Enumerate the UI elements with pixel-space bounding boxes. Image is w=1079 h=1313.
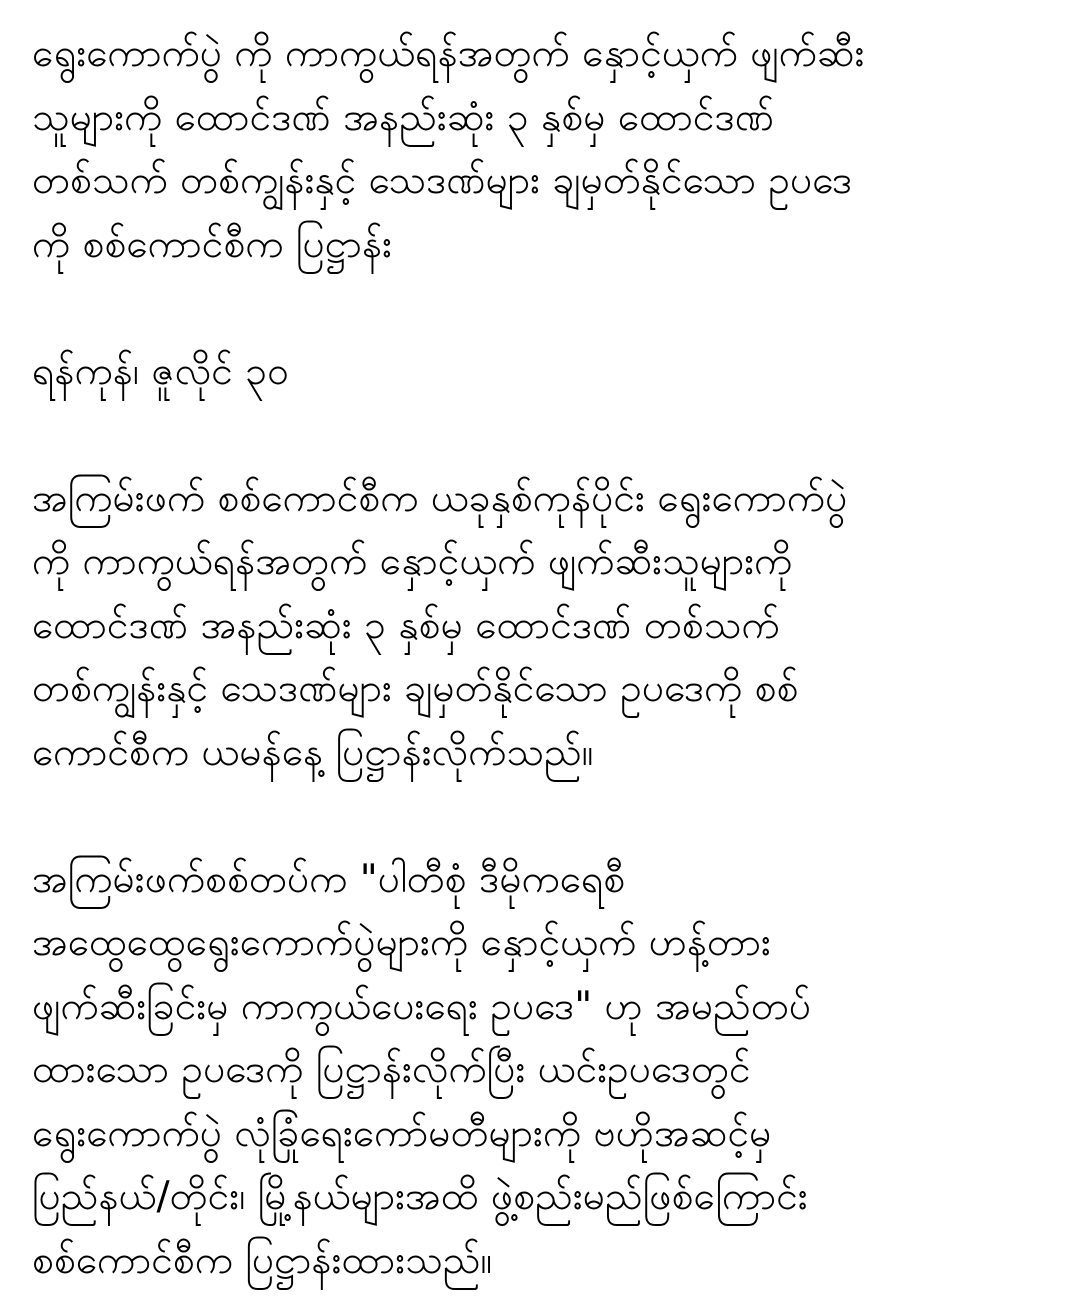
paragraph-line: ဖျက်ဆီးခြင်းမှ ကာကွယ်ပေးရေး ဥပဒေ" ဟု အမည်တပ် (32, 983, 812, 1029)
article-dateline (32, 340, 1041, 404)
headline-line: ရွေးကောက်ပွဲ ကို ကာကွယ်ရန်အတွက် နှောင့်ယှက် ဖျက်ဆီး (32, 31, 865, 76)
paragraph-line: ကို ကာကွယ်ရန်အတွက် နှောင့်ယှက် ဖျက်ဆီးသူများကို (32, 539, 793, 584)
headline-line: တစ်သက် တစ်ကျွန်းနှင့် သေဒဏ်များ ချမှတ်နိုင်သော ဥပဒေ (32, 158, 853, 203)
paragraph-spacer (32, 403, 1041, 467)
dateline-text: ရန်ကုန်၊ ဇူလိုင် ၃၀ (32, 348, 290, 394)
paragraph-line: ပြည်နယ်/တိုင်း၊ မြို့နယ်များအထိ ဖွဲ့စည်းမည်ဖြစ်ကြောင်း (32, 1174, 808, 1219)
paragraph-spacer (32, 276, 1041, 340)
paragraph-line: ကောင်စီက ယမန်နေ့ ပြဋ္ဌာန်းလိုက်သည်။ (32, 729, 594, 775)
paragraph-line: တစ်ကျွန်းနှင့် သေဒဏ်များ ချမှတ်နိုင်သော ဥပဒေကို စစ် (32, 666, 799, 711)
headline-line: ကို စစ်ကောင်စီက ပြဋ္ဌာန်း (32, 221, 393, 267)
paragraph-spacer (32, 784, 1041, 848)
paragraph-line: ထောင်ဒဏ် အနည်းဆုံး ၃ နှစ်မှ ထောင်ဒဏ် တစ်သက် (32, 602, 780, 648)
article-headline (32, 22, 1041, 276)
headline-line: သူများကို ထောင်ဒဏ် အနည်းဆုံး ၃ နှစ်မှ ထောင်ဒဏ် (32, 94, 775, 140)
paragraph-line: ရွေးကောက်ပွဲ လုံခြုံရေးကော်မတီများကို ဗဟိုအဆင့်မှ (32, 1110, 772, 1156)
paragraph-line: အကြမ်းဖက် စစ်ကောင်စီက ယခုနှစ်ကုန်ပိုင်း ရွေးကောက်ပွဲ (32, 475, 848, 521)
article-paragraph-1 (32, 467, 1041, 785)
article-paragraph-2 (32, 848, 1041, 1293)
paragraph-line: ထားသော ဥပဒေကို ပြဋ္ဌာန်းလိုက်ပြီး ယင်းဥပဒေတွင် (32, 1047, 751, 1092)
paragraph-line: စစ်ကောင်စီက ပြဋ္ဌာန်းထားသည်။ (32, 1237, 493, 1283)
paragraph-line: အထွေထွေရွေးကောက်ပွဲများကို နှောင့်ယှက် ဟန့်တား (32, 920, 771, 965)
paragraph-line: အကြမ်းဖက်စစ်တပ်က "ပါတီစုံ ဒီမိုကရေစီ (32, 856, 626, 902)
